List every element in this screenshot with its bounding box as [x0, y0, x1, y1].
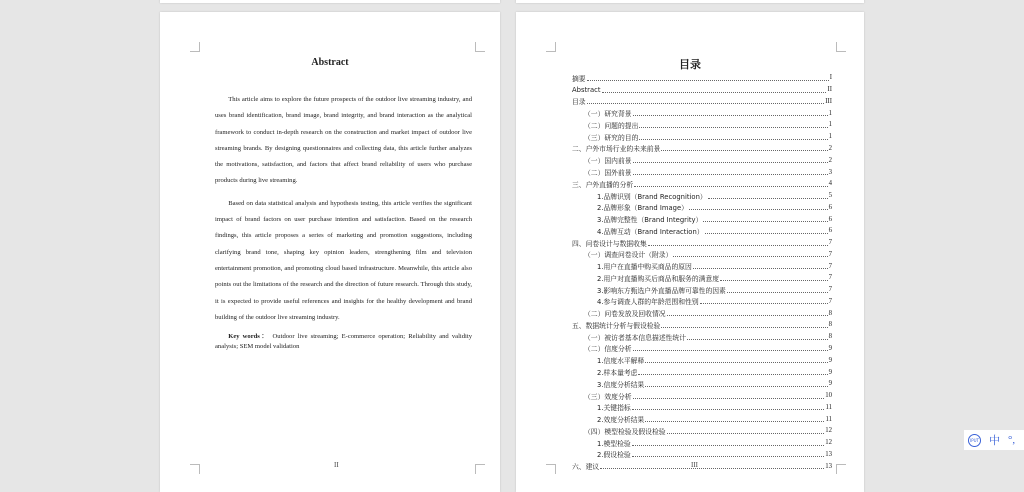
toc-entry-label: （一）调查问卷设计（附录） [584, 251, 673, 260]
toc-entry-label: （三）效度分析 [584, 392, 632, 401]
toc-entry-page: I [829, 74, 832, 82]
toc-leader-dots [633, 110, 828, 116]
toc-entry-page: 3 [828, 168, 832, 176]
toc-entry[interactable] [572, 96, 832, 108]
toc-entry-label: 目录 [572, 98, 586, 107]
toc-entry[interactable] [572, 401, 832, 413]
toc-entry-page: 12 [825, 427, 832, 435]
toc-entry[interactable] [572, 272, 832, 284]
toc-entry-label: （一）国内前景 [584, 157, 632, 166]
toc-entry[interactable] [572, 131, 832, 143]
toc-entry-label: 1.关键指标 [597, 404, 631, 413]
margin-mark [546, 42, 556, 52]
toc-entry[interactable] [572, 154, 832, 166]
toc-entry[interactable] [572, 331, 832, 343]
toc-entry-page: 7 [828, 274, 832, 282]
toc-entry-label: 4.品牌互动（Brand Interaction） [597, 227, 704, 236]
toc-leader-dots [645, 416, 824, 422]
punctuation-icon[interactable]: °, [1008, 434, 1016, 446]
toc-leader-dots [687, 334, 828, 340]
toc-leader-dots [705, 228, 828, 234]
keywords [215, 332, 472, 352]
toc-leader-dots [633, 393, 825, 399]
toc-page [516, 12, 864, 492]
toc-entry[interactable] [572, 119, 832, 131]
toc-entry[interactable] [572, 166, 832, 178]
toc-entry-page: 7 [828, 239, 832, 247]
toc-entry-label: 3.品牌完整性（Brand Integrity） [597, 216, 703, 225]
toc-leader-dots [600, 463, 824, 469]
toc-entry-page: 7 [828, 250, 832, 258]
toc-leader-dots [667, 428, 825, 434]
keywords-label: Key words： [228, 333, 270, 341]
toc-entry[interactable] [572, 449, 832, 461]
toc-entry-page: 8 [828, 309, 832, 317]
keywords-text: Outdoor live streaming; E-commerce operation; Reliability and validity analysis; SEM model validation [215, 333, 472, 351]
toc-entry[interactable] [572, 248, 832, 260]
abstract-page [160, 12, 500, 492]
toc-entry[interactable] [572, 390, 832, 402]
toc-entry-page: 12 [825, 439, 832, 447]
page-number: II [334, 461, 339, 469]
toc-entry[interactable] [572, 319, 832, 331]
toc-entry-page: 1 [828, 133, 832, 141]
toc-entry-page: 9 [828, 344, 832, 352]
toc-entry[interactable] [572, 413, 832, 425]
toc-entry-page: 13 [825, 450, 832, 458]
toc-leader-dots [700, 298, 828, 304]
toc-entry[interactable] [572, 72, 832, 84]
toc-entry-label: 1.信度水平解释 [597, 357, 645, 366]
toc-entry[interactable] [572, 143, 832, 155]
toc-entry[interactable] [572, 343, 832, 355]
toc-entry-label: （一）被访者基本信息描述性统计 [584, 333, 686, 342]
toc-entry-label: 四、问卷设计与数据收集 [572, 239, 647, 248]
toc-entry-label: （二）问题的提出 [584, 121, 639, 130]
toc-entry[interactable] [572, 425, 832, 437]
toc-entry-label: 4.参与调查人群的年龄范围和性别 [597, 298, 699, 307]
ime-language-toggle[interactable]: 中 [989, 435, 1000, 447]
toc-leader-dots [602, 87, 827, 93]
toc-entry-page: 11 [825, 403, 832, 411]
toc-entry[interactable] [572, 460, 832, 472]
margin-mark [836, 464, 846, 474]
toc-entry-label: 2.品牌形象（Brand Image） [597, 204, 688, 213]
toc-entry-page: 7 [828, 297, 832, 305]
toc-leader-dots [639, 134, 827, 140]
toc-leader-dots [673, 251, 827, 257]
ime-toolbar [964, 430, 1024, 450]
toc-entry[interactable] [572, 307, 832, 319]
margin-mark [190, 464, 200, 474]
toc-entry-page: III [825, 97, 832, 105]
toc-entry-label: 2.样本量考虑 [597, 369, 638, 378]
previous-page [160, 0, 500, 3]
abstract-body [215, 92, 472, 358]
page-title: Abstract [311, 57, 349, 68]
toc-entry[interactable] [572, 107, 832, 119]
toc-entry-page: 10 [825, 392, 832, 400]
toc-entry[interactable] [572, 201, 832, 213]
toc-entry-page: 6 [828, 203, 832, 211]
toc-entry-page: 9 [828, 356, 832, 364]
abstract-paragraph: Based on data statistical analysis and hypothesis testing, this article verifies the significant impact of brand factors on user purchase intention and satisfaction. Based on the research findings, this article proposes a series of marketing and promotion suggestions, including clarifying brand tone, shaping key opinion leaders, strengthening film and television entertainment promotion, and promoting cloud based infrastructure. Meanwhile, this article also points out the limitations of the research and the direction of future research. Through this study, it is expected to provide useful references and insights for the healthy development and brand building of the outdoor live streaming industry. [215, 199, 472, 321]
toc-leader-dots [633, 169, 828, 175]
toc-entry-label: 五、数据统计分析与假设检验 [572, 321, 661, 330]
toc-leader-dots [645, 381, 827, 387]
toc-leader-dots [720, 275, 828, 281]
toc-entry[interactable] [572, 284, 832, 296]
toc-entry-label: 1.品牌识别（Brand Recognition） [597, 192, 707, 201]
toc-entry-page: 11 [825, 415, 832, 423]
toc-entry-label: （二）信度分析 [584, 345, 632, 354]
toc-entry[interactable] [572, 213, 832, 225]
toc-entry-page: 5 [828, 192, 832, 200]
toc-leader-dots [633, 157, 828, 163]
toc-leader-dots [632, 404, 825, 410]
toc-entry-label: 3.信度分析结果 [597, 380, 645, 389]
toc-entry-label: 六、建议 [572, 463, 600, 472]
toc-leader-dots [645, 357, 827, 363]
toc-entry[interactable] [572, 225, 832, 237]
toc-leader-dots [632, 440, 825, 446]
toc-entry-page: 7 [828, 286, 832, 294]
margin-mark [836, 42, 846, 52]
toc-entry-label: 2.假设检验 [597, 451, 631, 460]
toc-leader-dots [587, 98, 825, 104]
toc-leader-dots [661, 145, 827, 151]
toc-leader-dots [632, 451, 825, 457]
toc-entry[interactable] [572, 237, 832, 249]
toc-entry[interactable] [572, 296, 832, 308]
toc-entry-label: 二、户外市场行业的未来前景 [572, 145, 661, 154]
toc-entry-label: （二）国外前景 [584, 169, 632, 177]
toc-entry[interactable] [572, 378, 832, 390]
toc-leader-dots [693, 263, 828, 269]
toc-entry-page: II [827, 86, 832, 94]
previous-page [516, 0, 864, 3]
toc-entry-page: 2 [828, 156, 832, 164]
toc-leader-dots [703, 216, 827, 222]
toc-leader-dots [689, 204, 828, 210]
toc-entry[interactable] [572, 178, 832, 190]
toc-entry-page: 8 [828, 321, 832, 329]
toc-entry-page: 1 [828, 109, 832, 117]
toc-leader-dots [634, 181, 827, 187]
toc-entry-label: （三）研究的目的 [584, 133, 639, 142]
toc-entry[interactable] [572, 354, 832, 366]
toc-leader-dots [708, 193, 828, 199]
toc-entry[interactable] [572, 190, 832, 202]
toc-entry-label: 2.效度分析结果 [597, 416, 645, 425]
margin-mark [546, 464, 556, 474]
ime-logo-icon[interactable]: IPUT [968, 434, 981, 447]
toc-leader-dots [639, 122, 827, 128]
toc-entry-label: （一）研究背景 [584, 110, 632, 119]
toc-entry-label: 3.影响东方甄选户外直播品牌可靠性的因素 [597, 286, 726, 295]
toc-entry-page: 4 [828, 180, 832, 188]
toc-entry-label: （四）模型检验及假设检验 [584, 427, 666, 436]
toc-entry-page: 9 [828, 380, 832, 388]
margin-mark [475, 42, 485, 52]
toc-leader-dots [727, 287, 828, 293]
toc-entry[interactable] [572, 437, 832, 449]
abstract-paragraph: This article aims to explore the future prospects of the outdoor live streaming industry, and uses brand identification, brand image, brand integrity, and brand interaction as the analytical framework to conduct in-depth research on the construction and market impact of outdoor live streaming brands. By designing questionnaires and collecting data, this article further analyzes the motivations, satisfaction, and factors that affect brand reliability of users who purchase products during live streaming. [215, 96, 472, 185]
toc-entry-label: Abstract [572, 85, 601, 94]
toc-leader-dots [667, 310, 828, 316]
toc-leader-dots [587, 75, 829, 81]
toc-entry-label: 1.用户在直播中购买商品的原因 [597, 263, 692, 272]
toc-entry-page: 1 [828, 121, 832, 129]
page-number: III [691, 461, 698, 469]
toc-entry-page: 8 [828, 333, 832, 341]
toc-leader-dots [638, 369, 827, 375]
table-of-contents [572, 72, 832, 472]
toc-leader-dots [633, 345, 828, 351]
toc-leader-dots [648, 240, 828, 246]
toc-entry-page: 13 [825, 462, 832, 470]
toc-entry[interactable] [572, 260, 832, 272]
toc-entry-label: 2.用户对直播购买后商品和服务的满意度 [597, 274, 720, 283]
margin-mark [475, 464, 485, 474]
toc-entry-label: 摘要 [572, 74, 586, 83]
toc-leader-dots [661, 322, 827, 328]
toc-entry-page: 6 [828, 227, 832, 235]
margin-mark [190, 42, 200, 52]
page-title: 目录 [679, 58, 701, 71]
toc-entry[interactable] [572, 366, 832, 378]
toc-entry-label: 1.模型检验 [597, 439, 631, 448]
toc-entry-label: （二）问卷发放及回收情况 [584, 310, 666, 319]
toc-entry[interactable] [572, 84, 832, 96]
toc-entry-label: 三、户外直播的分析 [572, 180, 634, 189]
toc-entry-page: 7 [828, 262, 832, 270]
toc-entry-page: 2 [828, 144, 832, 152]
toc-entry-page: 9 [828, 368, 832, 376]
toc-entry-page: 6 [828, 215, 832, 223]
